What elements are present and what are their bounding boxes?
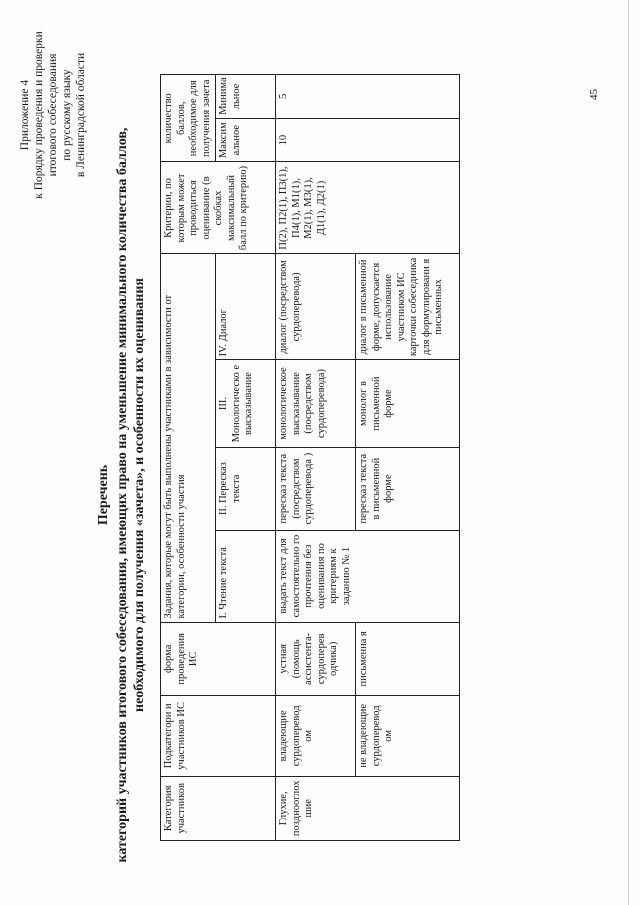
header-points: количество баллов, необходимое для получения зачета [161,75,216,163]
appendix-line: в Ленинградской области [75,52,87,178]
cell-task2: пересказ текста в письменной форме [356,447,460,530]
scan-edge-divider [628,0,629,905]
header-criteria: Критерии, по которым может проводиться оценивание (в скобках максимальный балл по критерию) [161,162,276,254]
cell-min: 5 [276,75,460,119]
cell-form: устная (помощь ассистента-сурдоперев одчика) [276,622,356,696]
header-max: Максим альное [216,118,276,162]
document-title [95,115,148,875]
header-tasks: Задания, которые могут быть выполнены участниками в зависимости от категории, особенности участия [161,254,216,622]
header-subcategory: Подкатегори и участников ИС [161,696,276,777]
cell-task4: диалог в письменной форме, допускается использование участником ИС карточки собеседника для формулировани я письменных [356,254,460,360]
cell-subcategory: владеющие сурдоперевод ом [276,696,356,777]
header-task1: I. Чтение текста [216,530,276,622]
cell-subcategory: не владеющие сурдоперевод ом [356,696,460,777]
cell-task4: диалог (посредством сурдоперевода) [276,254,356,360]
cell-task3: монологическое высказывание (посредством сурдоперевода) [276,360,356,447]
cell-task3: монолог в письменной форме [356,360,460,447]
appendix-line: по русскому языку [61,69,73,161]
header-task3: III. Монологическо е высказывание [216,360,276,447]
title-subtitle: категорий участников итогового собеседования, имеющих право на уменьшение минимального количества баллов, необходимого для получения «зачета», и особенности их оценивания [115,127,147,863]
cell-task1: выдать текст для самостоятельно го прочтения без оценивания по критериям к заданию № 1 [276,530,460,622]
appendix-note [18,0,88,245]
criteria-table [160,74,460,841]
cell-form: письменна я [356,622,460,696]
appendix-line: итогового собеседования [47,53,59,177]
header-form: форма проведения ИС [161,622,276,696]
page-number: 45 [588,89,600,100]
cell-category: Глухие, позднооглох шие [276,776,460,840]
header-category: Категория участников [161,776,276,840]
header-task2: II. Пересказ текста [216,447,276,530]
table-row [276,75,356,841]
cell-task2: пересказ текста (посредством сурдоперевода ) [276,447,356,530]
appendix-line: к Порядку проведения и проверки [33,31,45,199]
cell-max: 10 [276,118,460,162]
title-heading: Перечень [96,464,111,526]
header-min: Минима льное [216,75,276,119]
appendix-line: Приложение 4 [19,79,31,151]
cell-criteria: П(2), П2(1), П3(1), П4(1), М1(1), М2(1), М3(1), Д1(1), Д2(1) [276,162,460,254]
header-task4: IV. Диалог [216,254,276,360]
